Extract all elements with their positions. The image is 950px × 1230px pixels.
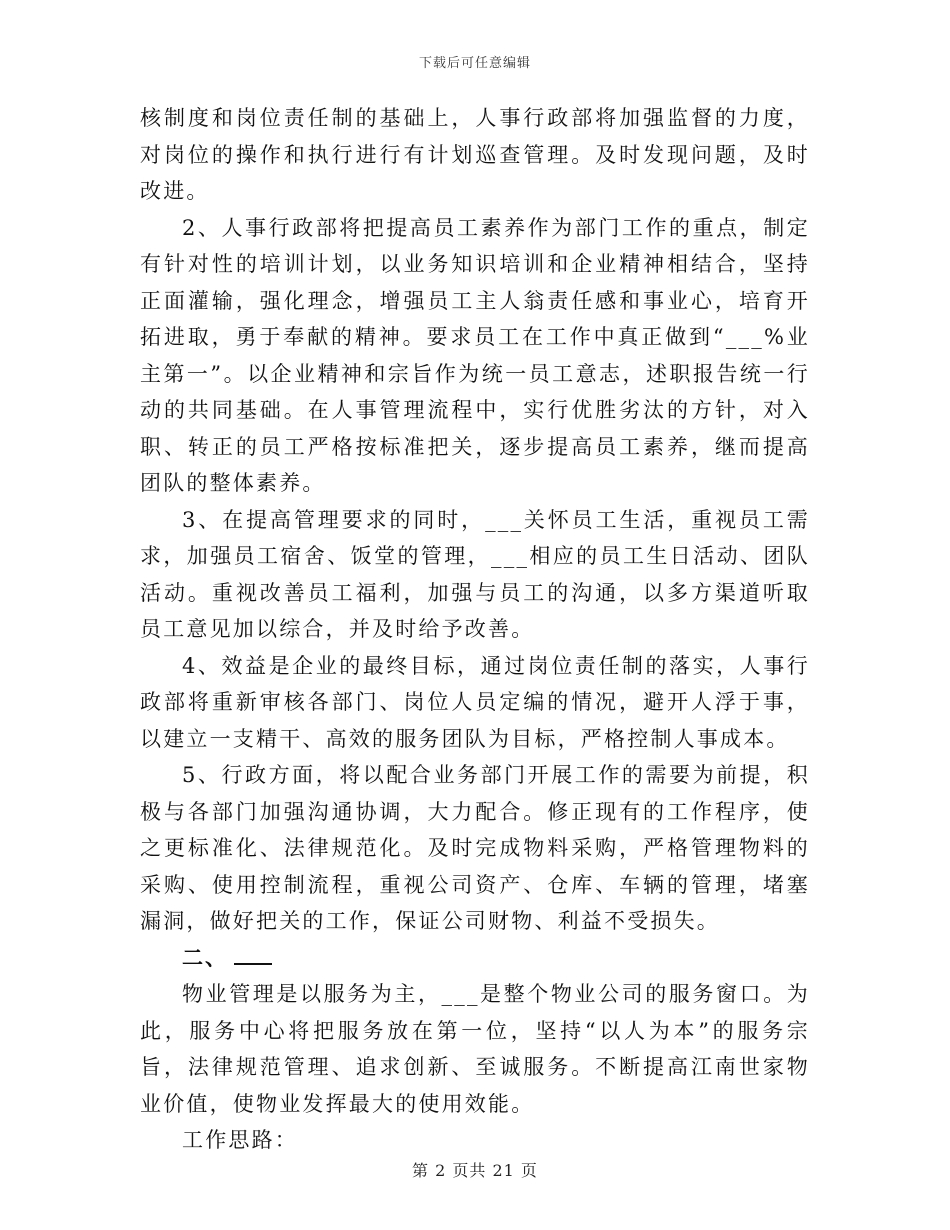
- paragraph-work-ideas: 工作思路：: [182, 1128, 298, 1152]
- page-header: 下载后可任意编辑: [418, 56, 531, 71]
- section-heading: [140, 940, 810, 977]
- paragraph-item-2: 2、人事行政部将把提高员工素养作为部门工作的重点，制定有针对性的培训计划，以业务知识培训和企业精神相结合，坚持正面灌输，强化理念，增强员工主人翁责任感和事业心，培育开拓进取，勇于奉献的精神。要求员工在工作中真正做到“___%业主第一”。以企业精神和宗旨作为统一员工意志，述职报告统一行动的共同基础。在人事管理流程中，实行优胜劣汰的方针，对入职、转正的员工严格按标准把关，逐步提高员工素养，继而提高团队的整体素养。: [140, 215, 810, 495]
- page-footer: 第 2 页共 21 页: [412, 1161, 538, 1180]
- paragraph-item-3: 3、在提高管理要求的同时，___关怀员工生活，重视员工需求，加强员工宿舍、饭堂的管理，___相应的员工生日活动、团队活动。重视改善员工福利，加强与员工的沟通，以多方渠道听取员工意见加以综合，并及时给予改善。: [140, 507, 810, 641]
- section-heading-label: 二、: [182, 945, 228, 970]
- paragraph-item-5: 5、行政方面，将以配合业务部门开展工作的需要为前提，积极与各部门加强沟通协调，大力配合。修正现有的工作程序，使之更标准化、法律规范化。及时完成物料采购，严格管理物料的采购、使用控制流程，重视公司资产、仓库、车辆的管理，堵塞漏洞，做好把关的工作，保证公司财物、利益不受损失。: [140, 763, 810, 933]
- heading-blank-underline: [234, 945, 272, 965]
- paragraph-service: 物业管理是以服务为主，___是整个物业公司的服务窗口。为此，服务中心将把服务放在第一位，坚持“以人为本”的服务宗旨，法律规范管理、追求创新、至诚服务。不断提高江南世家物业价值，使物业发挥最大的使用效能。: [140, 982, 810, 1116]
- paragraph-item-4: 4、效益是企业的最终目标，通过岗位责任制的落实，人事行政部将重新审核各部门、岗位人员定编的情况，避开人浮于事，以建立一支精干、高效的服务团队为目标，严格控制人事成本。: [140, 653, 810, 751]
- document-body: [140, 100, 810, 1159]
- paragraph-continuation: 核制度和岗位责任制的基础上，人事行政部将加强监督的力度，对岗位的操作和执行进行有计划巡查管理。及时发现问题，及时改进。: [140, 106, 810, 203]
